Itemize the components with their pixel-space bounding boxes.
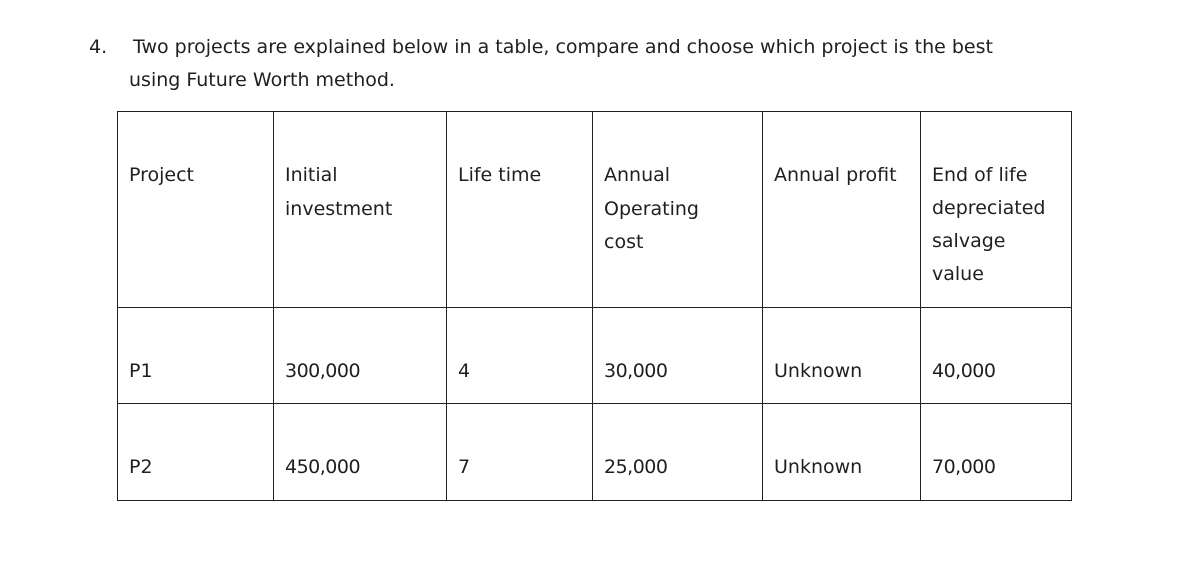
header-text: Life time: [458, 164, 542, 186]
table-cell: [118, 308, 274, 404]
cell-life-time: 7: [458, 456, 471, 478]
header-text: Operating: [604, 197, 699, 220]
cell-project: P1: [129, 360, 153, 382]
header-text: investment: [285, 197, 393, 220]
cell-operating-cost: 30,000: [604, 360, 668, 382]
header-text: Project: [129, 164, 195, 186]
header-text: value: [932, 263, 984, 285]
cell-annual-profit: Unknown: [774, 360, 863, 382]
cell-salvage-value: 40,000: [932, 360, 996, 382]
header-cell-annual-operating-cost: [593, 112, 763, 308]
table-header-row: [118, 112, 1072, 308]
cell-operating-cost: 25,000: [604, 456, 668, 478]
question-text-line-1: Two projects are explained below in a table, compare and choose which project is the best: [133, 36, 993, 58]
table-cell: [763, 308, 921, 404]
header-cell-project: [118, 112, 274, 308]
table-cell: [921, 404, 1072, 501]
header-cell-initial-investment: [274, 112, 447, 308]
header-cell-life-time: [447, 112, 593, 308]
header-text: Annual: [604, 164, 671, 186]
header-text: Initial: [285, 164, 338, 186]
table-cell: [593, 404, 763, 501]
table-cell: [921, 308, 1072, 404]
table-cell: [447, 308, 593, 404]
header-text: depreciated: [932, 197, 1046, 219]
cell-initial-investment: 450,000: [285, 456, 361, 478]
table-cell: [763, 404, 921, 501]
header-text: salvage: [932, 230, 1006, 252]
cell-life-time: 4: [458, 360, 471, 382]
table-cell: [593, 308, 763, 404]
header-text: End of life: [932, 164, 1028, 186]
table-cell: [274, 308, 447, 404]
cell-initial-investment: 300,000: [285, 360, 361, 382]
question-text-line-2: using Future Worth method.: [129, 69, 395, 91]
cell-project: P2: [129, 456, 153, 478]
cell-annual-profit: Unknown: [774, 456, 863, 478]
table-row: [118, 308, 1072, 404]
question-number: 4.: [89, 36, 108, 58]
table-cell: [274, 404, 447, 501]
header-text: cost: [604, 231, 644, 253]
header-cell-annual-profit: [763, 112, 921, 308]
header-cell-salvage-value: [921, 112, 1072, 308]
header-text: Annual profit: [774, 164, 897, 186]
projects-table: [117, 111, 1072, 501]
table-row: [118, 404, 1072, 501]
table-cell: [447, 404, 593, 501]
table-cell: [118, 404, 274, 501]
cell-salvage-value: 70,000: [932, 456, 996, 478]
